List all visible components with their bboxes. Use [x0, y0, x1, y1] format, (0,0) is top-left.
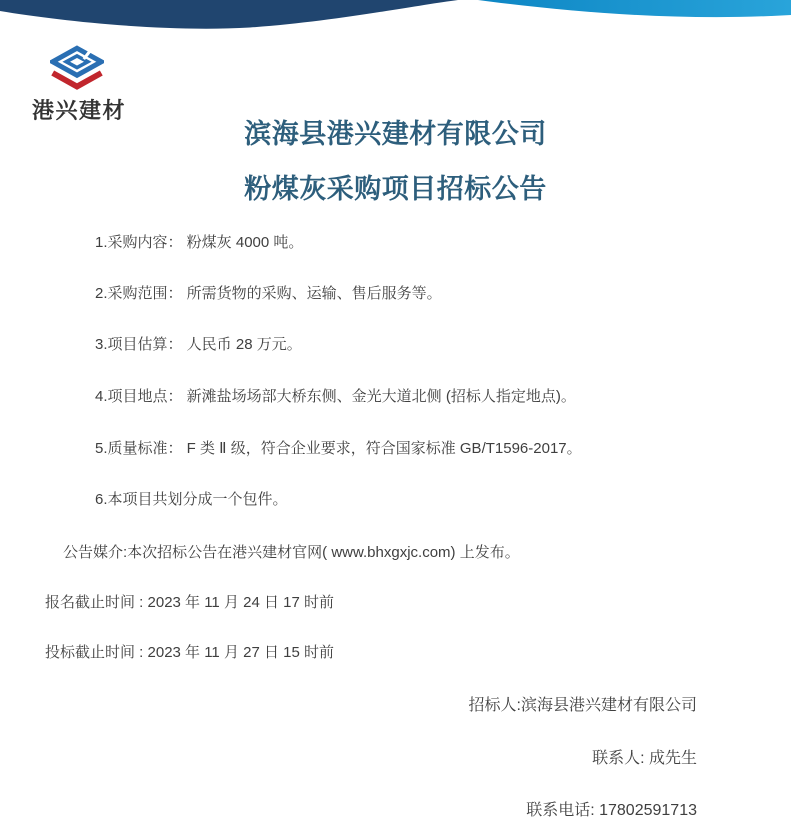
media-line: 公告媒介:本次招标公告在港兴建材官网( www.bhxgxjc.com) 上发布。: [63, 544, 520, 561]
wave-navy-shape: [0, 0, 458, 29]
logo-text: 港兴建材: [32, 98, 127, 123]
item-purchase-scope: 2.采购范围： 所需货物的采购、运输、售后服务等。: [95, 285, 442, 302]
bid-deadline: 投标截止时间 : 2023 年 11 月 27 日 15 时前: [45, 644, 334, 661]
item-project-estimate: 3.项目估算： 人民币 28 万元。: [95, 336, 302, 353]
phone-line: 联系电话: 17802591713: [526, 802, 697, 819]
contact-line: 联系人: 成先生: [592, 750, 697, 767]
logo-diamond-g-icon: [50, 45, 104, 92]
item-package-count: 6.本项目共划分成一个包件。: [95, 491, 288, 508]
item-quality-standard: 5.质量标准： F 类 Ⅱ 级，符合企业要求，符合国家标准 GB/T1596-2017。: [95, 440, 582, 457]
item-project-location: 4.项目地点： 新滩盐场场部大桥东侧、金光大道北侧 (招标人指定地点)。: [95, 388, 576, 405]
item-purchase-content: 1.采购内容： 粉煤灰 4000 吨。: [95, 234, 304, 251]
wave-blue-shape: [478, 0, 791, 17]
tenderer-line: 招标人:滨海县港兴建材有限公司: [468, 697, 697, 714]
company-title: 滨海县港兴建材有限公司: [244, 119, 547, 149]
signup-deadline: 报名截止时间 : 2023 年 11 月 24 日 17 时前: [45, 594, 334, 611]
announcement-title: 粉煤灰采购项目招标公告: [244, 174, 547, 204]
